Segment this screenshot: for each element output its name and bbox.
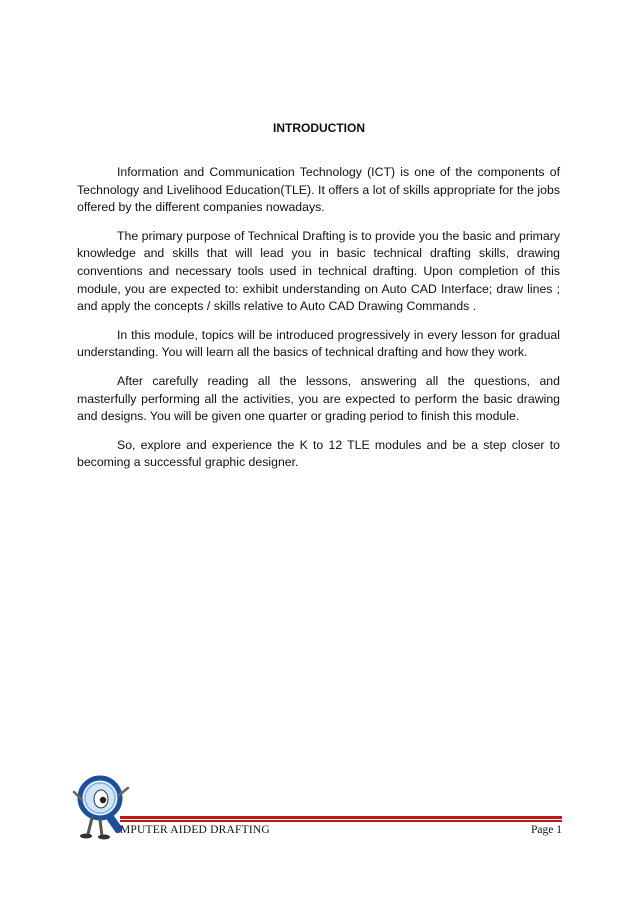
paragraph-1: Information and Communication Technology (ICT) is one of the components of Technology and Livelihood Education(TLE). It offers a lot of skills appropriate for the jobs offered by the different companies nowadays. [77, 165, 560, 215]
footer-page-number: Page 1 [531, 824, 562, 836]
footer-rule-top [120, 816, 562, 819]
paragraph-4: After carefully reading all the lessons, answering all the questions, and masterfully performing all the activities, you are expected to perform the basic drawing and designs. You will be given one quarter or grading period to finish this module. [77, 373, 560, 424]
paragraph-2: The primary purpose of Technical Drafting is to provide you the basic and primary knowledge and skills that will lead you in basic technical drafting skills, drawing conventions and necessary tools used in technical drafting. Upon completion of this module, you are expected to: exhibit understanding on Auto CAD Interface; draw lines ; and apply the concepts / skills relative to Auto CAD Drawing Commands . [77, 228, 560, 314]
paragraph-5: So, explore and experience the K to 12 TLE modules and be a step closer to becoming a successful graphic designer. [77, 437, 560, 470]
page-title: INTRODUCTION [273, 121, 365, 135]
document-body [77, 164, 560, 483]
footer-rule-bottom [120, 820, 562, 822]
paragraph-3: In this module, topics will be introduced progressively in every lesson for gradual understanding. You will learn all the basics of technical drafting and how they work. [77, 327, 560, 360]
page-footer [70, 770, 570, 840]
footer-course-title: MPUTER AIDED DRAFTING [120, 824, 270, 836]
